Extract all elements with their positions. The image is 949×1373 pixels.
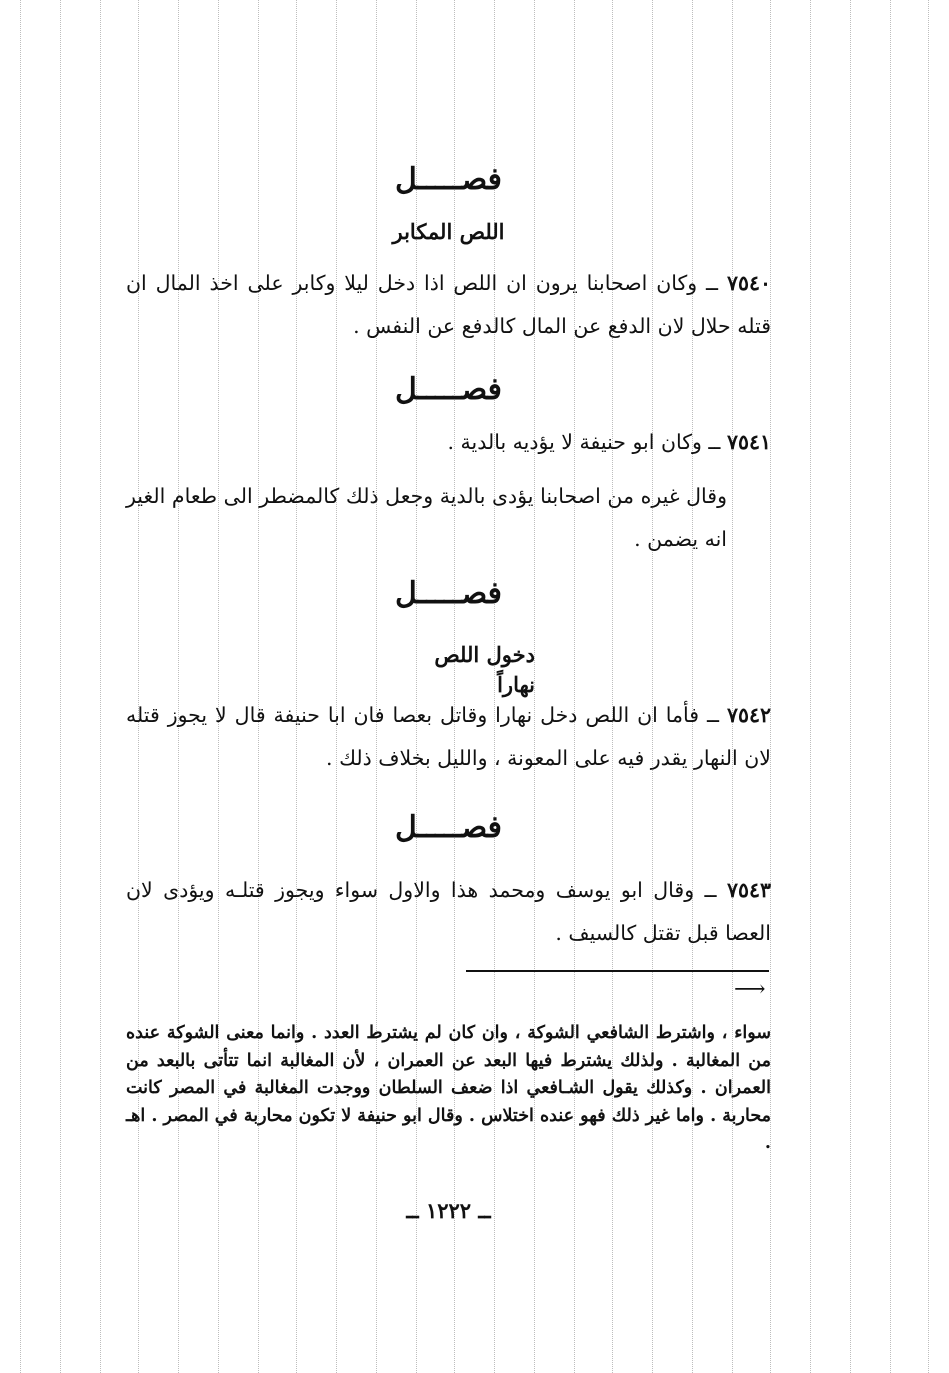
guide-line bbox=[336, 0, 337, 1373]
footnote-text: سواء ، واشترط الشافعي الشوكة ، وان كان لم يشترط العدد . وانما معنى الشوكة عنده من المغالبة . ولذلك يشترط فيها البعد عن العمران ، لأن المغالبة انما تتأتى بالبعد من العمران . وكذلك يقول الشـافعي اذا ضعف السلطان ووجدت المغالبة في المصر كانت محاربة . واما غير ذلك فهو عنده اختلاس . وقال ابو حنيفة لا تكون محاربة في المصر . اهـ . bbox=[126, 1023, 771, 1153]
section-heading-fasl: فصـــــل bbox=[394, 576, 503, 611]
paragraph bbox=[126, 694, 771, 780]
guide-line bbox=[218, 0, 219, 1373]
guide-line bbox=[296, 0, 297, 1373]
guide-line bbox=[692, 0, 693, 1373]
section-heading-fasl: فصـــــل bbox=[394, 372, 503, 407]
paragraph bbox=[126, 869, 771, 955]
guide-line bbox=[890, 0, 891, 1373]
guide-line bbox=[612, 0, 613, 1373]
paragraph-text: ــ وقال ابو يوسف ومحمد هذا والاول سواء ويجوز قتلـه ويؤدى لان العصا قبل تقتل كالسيف . bbox=[126, 878, 771, 945]
guide-line bbox=[770, 0, 771, 1373]
guide-line bbox=[732, 0, 733, 1373]
paragraph bbox=[126, 475, 771, 561]
footnote-divider bbox=[466, 970, 769, 972]
paragraph-text: ــ وكان اصحابنا يرون ان اللص اذا دخل ليلا وكابر على اخذ المال ان قتله حلال لان الدفع عن المال كالدفع عن النفس . bbox=[126, 271, 771, 338]
guide-line bbox=[178, 0, 179, 1373]
guide-line bbox=[258, 0, 259, 1373]
guide-line bbox=[574, 0, 575, 1373]
guide-line bbox=[850, 0, 851, 1373]
section-heading-fasl: فصـــــل bbox=[394, 162, 503, 197]
guide-line bbox=[100, 0, 101, 1373]
footnote-continuation-arrow: ⟶ bbox=[734, 977, 766, 1002]
guide-line bbox=[652, 0, 653, 1373]
guide-line bbox=[810, 0, 811, 1373]
paragraph-number: ٧٥٤٢ bbox=[726, 703, 771, 727]
paragraph-number: ٧٥٤١ bbox=[726, 430, 771, 454]
paragraph bbox=[126, 262, 771, 348]
paragraph-text: وقال غيره من اصحابنا يؤدى بالدية وجعل ذلك كالمضطر الى طعام الغير انه يضمن . bbox=[126, 484, 727, 551]
guide-line bbox=[928, 0, 929, 1373]
section-subheading: دخول اللص نهاراً bbox=[434, 642, 535, 697]
guide-line bbox=[20, 0, 21, 1373]
paragraph-number: ٧٥٤٠ bbox=[726, 271, 771, 295]
page-number: ــ ١٢٢٢ ــ bbox=[406, 1198, 491, 1223]
paragraph-text: ــ وكان ابو حنيفة لا يؤديه بالدية . bbox=[447, 430, 727, 454]
paragraph bbox=[126, 421, 771, 464]
paragraph-number: ٧٥٤٣ bbox=[726, 878, 771, 902]
paragraph-text: ــ فأما ان اللص دخل نهارا وقاتل بعصا فان ابا حنيفة قال لا يجوز قتله لان النهار يقدر فيه على المعونة ، والليل بخلاف ذلك . bbox=[126, 703, 771, 770]
section-heading-fasl: فصـــــل bbox=[394, 810, 503, 845]
guide-line bbox=[376, 0, 377, 1373]
guide-line bbox=[60, 0, 61, 1373]
guide-line bbox=[138, 0, 139, 1373]
section-subheading: اللص المكابر bbox=[392, 219, 505, 244]
